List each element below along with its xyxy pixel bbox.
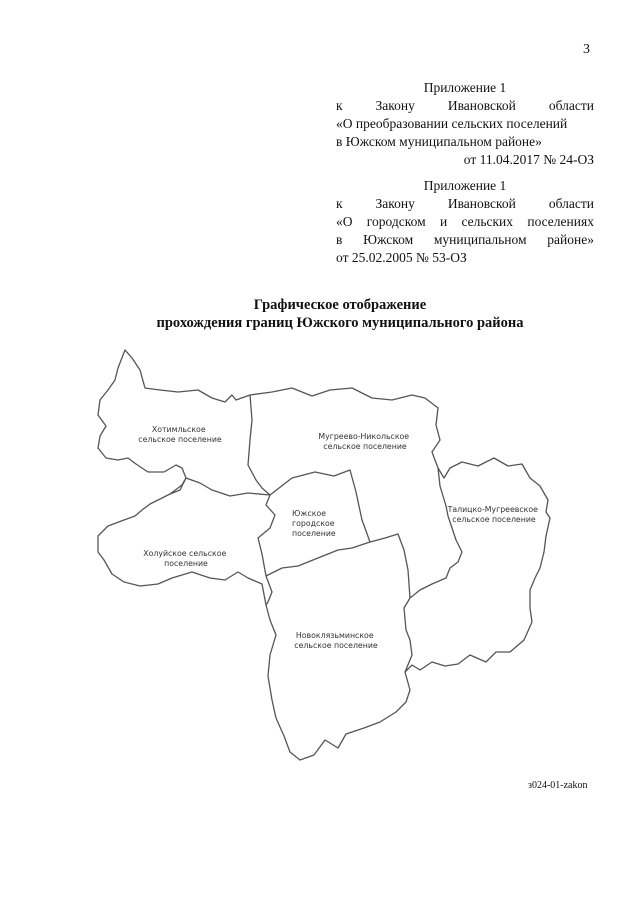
appendix-2-law-line: к Закону Ивановской области: [336, 196, 594, 211]
region-labels: [138, 425, 540, 650]
appendix-1-law-line: к Закону Ивановской области: [336, 98, 594, 113]
region-label-kholuyskoe: Холуйское сельское поселение: [143, 549, 227, 568]
boundary-hotimlskoe-south: [186, 478, 270, 496]
appendix-1-header: [336, 79, 594, 169]
appendix-1-heading: Приложение 1: [423, 80, 507, 95]
appendix-1-date: от 11.04.2017 № 24-ОЗ: [463, 152, 594, 167]
map-title: [80, 296, 600, 332]
region-label-yuzha: Южское городское поселение: [292, 509, 336, 538]
region-label-novoklyazminskoe: Новоклязьминское сельское поселение: [294, 631, 378, 650]
appendix-2-date: от 25.02.2005 № 53-ОЗ: [336, 250, 467, 265]
region-label-mugreevo-nikolskoe: Мугреево-Никольское сельское поселение: [318, 432, 410, 451]
appendix-2-header: [336, 177, 594, 267]
boundary-talitsy-west: [404, 516, 462, 672]
page-number: 3: [583, 42, 590, 57]
boundary-mugreevo-novoklyazma: [370, 534, 410, 598]
appendix-1-line2: «О преобразовании сельских поселений: [336, 116, 568, 131]
document-code: з024-01-zakon: [528, 780, 588, 791]
district-map: [0, 340, 640, 780]
appendix-1-line3: в Южском муниципальном районе»: [336, 134, 542, 149]
appendix-2-line3: в Южском муниципальном районе»: [336, 232, 594, 247]
region-label-hotimlskoe: Хотимльское сельское поселение: [138, 425, 222, 444]
boundary-hotimlskoe-mugreevo: [248, 395, 270, 495]
boundary-novoklyazma-west: [266, 576, 272, 605]
appendix-2-heading: Приложение 1: [423, 178, 507, 193]
map-title-line2: прохождения границ Южского муниципального района: [156, 315, 524, 331]
region-label-talitsko-mugreevskoe: Талицко-Мугреевское сельское поселение: [447, 505, 538, 524]
appendix-2-line2: «О городском и сельских поселениях: [336, 214, 594, 229]
map-title-line1: Графическое отображение: [253, 297, 427, 313]
